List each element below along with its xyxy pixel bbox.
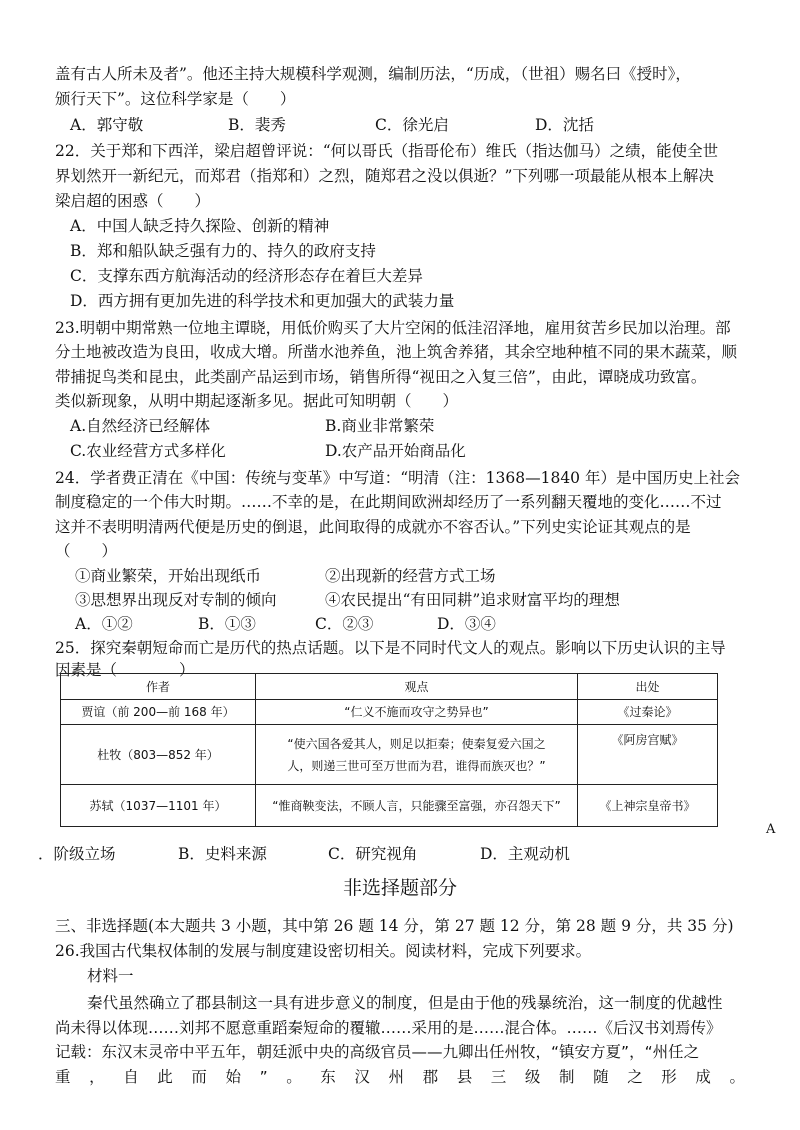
q23-option-d[interactable]: D.农产品开始商品化	[325, 442, 466, 460]
q23-option-a[interactable]: A.自然经济已经解体	[70, 417, 211, 435]
q24-option-c[interactable]: C．②③	[315, 615, 374, 633]
q25-line: 25．探究秦朝短命而亡是历代的热点话题。以下是不同时代文人的观点。影响以下历史认识的主导	[55, 639, 726, 657]
q22-line: 22．关于郑和下西洋，梁启超曾评说：“何以哥氏（指哥伦布）维氏（指达伽马）之绩，能使全世	[55, 142, 719, 160]
q22-option-c[interactable]: C．支撑东西方航海活动的经济形态存在着巨大差异	[70, 267, 423, 285]
q24-line: 24．学者费正清在《中国：传统与变革》中写道：“明清（注：1368—1840 年）是中国历史上社会	[55, 469, 740, 487]
material-line: 尚未得以体现……刘邦不愿意重蹈秦短命的覆辙……采用的是……混合体。……《后汉书刘焉传》	[55, 1019, 722, 1037]
q22-option-a[interactable]: A．中国人缺乏持久探险、创新的精神	[70, 217, 330, 235]
q24-option-d[interactable]: D．③④	[437, 615, 496, 633]
table-header-row	[61, 674, 718, 700]
q24-line: 制度稳定的一个伟大时期。……不幸的是，在此期间欧洲却经历了一系列翻天覆地的变化……不过	[55, 493, 722, 511]
q25-line: 因素是（ ）	[55, 661, 195, 679]
q24-statement: ①商业繁荣，开始出现纸币	[75, 567, 262, 585]
q22-option-b[interactable]: B．郑和船队缺乏强有力的、持久的政府支持	[70, 242, 376, 260]
q23-option-c[interactable]: C.农业经营方式多样化	[70, 442, 226, 460]
q24-line: （ ）	[55, 542, 118, 560]
q21-option-d[interactable]: D．沈括	[535, 116, 594, 134]
cell-author: 贾谊（前 200—前 168 年）	[61, 700, 256, 725]
cell-viewpoint: “惟商鞅变法，不顾人言，只能骤至富强，亦召怨天下”	[256, 785, 578, 827]
cell-source: 《过秦论》	[578, 700, 718, 725]
cell-viewpoint: “仁义不施而攻守之势异也”	[256, 700, 578, 725]
cell-author: 杜牧（803—852 年）	[61, 725, 256, 785]
q21-option-c[interactable]: C．徐光启	[375, 116, 449, 134]
q22-option-d[interactable]: D．西方拥有更加先进的科学技术和更加强大的武装力量	[70, 292, 455, 310]
q25-option-a[interactable]: ．阶级立场	[38, 845, 116, 863]
q23-line: 23.明朝中期常熟一位地主谭晓，用低价购买了大片空闲的低洼沼泽地，雇用贫苦乡民加以治理。部	[55, 319, 731, 337]
q21-option-a[interactable]: A．郭守敬	[70, 116, 144, 134]
material-line: 重，自此而始”。东汉州郡县三级制随之形成。	[55, 1068, 745, 1086]
q22-line: 界划然开一新纪元，而郑君（指郑和）之烈，随郑君之没以俱逝？”下列哪一项最能从根本上解决	[55, 167, 714, 185]
q24-option-b[interactable]: B．①③	[198, 615, 256, 633]
col-viewpoint: 观点	[256, 674, 578, 700]
q21-line: 颁行天下”。这位科学家是（ ）	[55, 90, 296, 108]
section-heading: 非选择题部分	[342, 877, 457, 899]
q22-line: 梁启超的困惑（ ）	[55, 192, 211, 210]
col-author: 作者	[61, 674, 256, 700]
cell-source: 《上神宗皇帝书》	[578, 785, 718, 827]
cell-source: 《阿房宫赋》	[578, 725, 718, 785]
viewpoints-table	[60, 673, 718, 827]
table-row	[61, 785, 718, 827]
cell-viewpoint: “使六国各爱其人，则足以拒秦；使秦复爱六国之人，则递三世可至万世而为君，谁得而族灭也？”	[256, 725, 578, 785]
q24-statement: ④农民提出“有田同耕”追求财富平均的理想	[325, 591, 620, 609]
q23-line: 分土地被改造为良田，收成大增。所凿水池养鱼，池上筑舍养猪，其余空地种植不同的果木蔬菜，顺	[55, 343, 738, 361]
q25-option-d[interactable]: D．主观动机	[480, 845, 570, 863]
table-row	[61, 725, 718, 785]
q24-statement: ②出现新的经营方式工场	[325, 567, 496, 585]
q23-option-b[interactable]: B.商业非常繁荣	[325, 417, 435, 435]
q25-option-c[interactable]: C．研究视角	[328, 845, 418, 863]
q23-line: 类似新现象，从明中期起逐渐多见。据此可知明朝（ ）	[55, 392, 459, 410]
q24-statement: ③思想界出现反对专制的倾向	[75, 591, 277, 609]
material-label: 材料一	[87, 967, 134, 985]
q24-line: 这并不表明明清两代便是历史的倒退，此间取得的成就亦不容否认。”下列史实论证其观点的是	[55, 518, 691, 536]
material-line: 秦代虽然确立了郡县制这一具有进步意义的制度，但是由于他的残暴统治，这一制度的优越性	[87, 994, 723, 1012]
q21-option-b[interactable]: B．裴秀	[228, 116, 286, 134]
q21-line: 盖有古人所未及者”。他还主持大规模科学观测，编制历法，“历成，（世祖）赐名曰《授时》，	[55, 65, 691, 83]
q24-option-a[interactable]: A．①②	[75, 615, 133, 633]
part3-instructions: 三、非选择题(本大题共 3 小题，其中第 26 题 14 分，第 27 题 12 分，第 28 题 9 分，共 35 分)	[55, 917, 734, 935]
q25-option-b[interactable]: B．史料来源	[178, 845, 267, 863]
table-row	[61, 700, 718, 725]
q26-intro: 26.我国古代集权体制的发展与制度建设密切相关。阅读材料，完成下列要求。	[55, 942, 592, 960]
material-line: 记载：东汉末灵帝中平五年，朝廷派中央的高级官员——九卿出任州牧，“镇安方夏”，“州任之	[55, 1043, 700, 1061]
stray-option-letter: A	[766, 822, 776, 837]
cell-author: 苏轼（1037—1101 年）	[61, 785, 256, 827]
col-source: 出处	[578, 674, 718, 700]
q23-line: 带捕捉鸟类和昆虫，此类副产品运到市场，销售所得“视田之入复三倍”，由此，谭晓成功致富。	[55, 368, 707, 386]
